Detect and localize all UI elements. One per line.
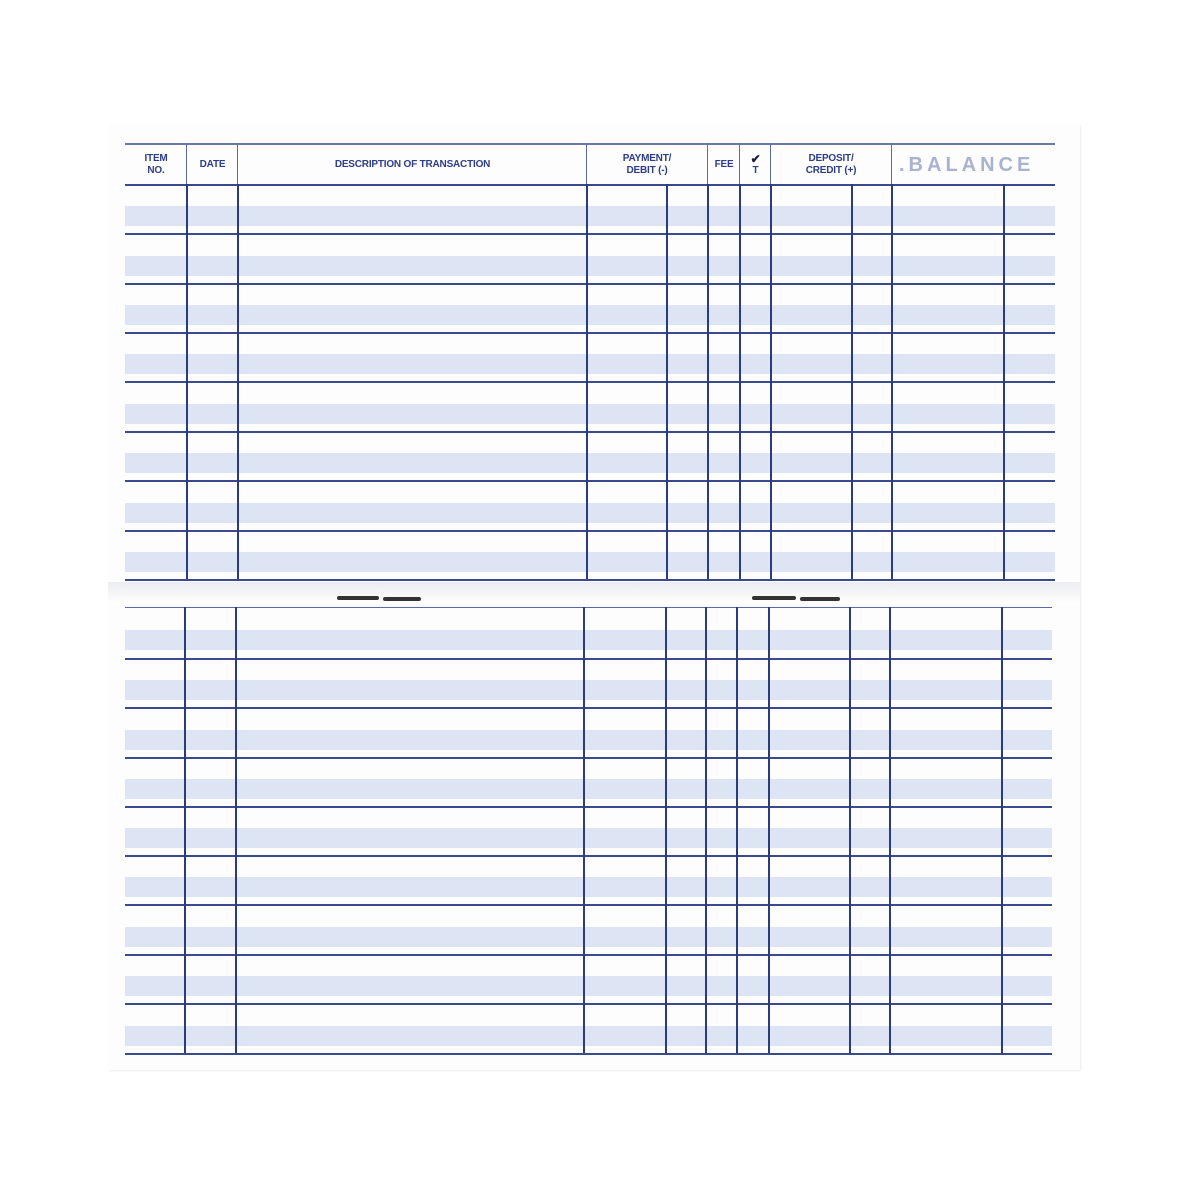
row-rule bbox=[125, 658, 1052, 660]
row-shading-band bbox=[125, 453, 1055, 473]
row-rule bbox=[125, 855, 1052, 857]
row-rule bbox=[125, 431, 1055, 433]
column-rule bbox=[705, 607, 707, 1053]
column-rule bbox=[891, 184, 893, 579]
row-shading-band bbox=[125, 976, 1052, 996]
column-rule bbox=[1003, 184, 1005, 579]
row-shading-band bbox=[125, 630, 1052, 650]
header-t: T bbox=[752, 165, 759, 176]
header-item-no bbox=[126, 146, 186, 184]
header-column-rule bbox=[186, 143, 187, 184]
header-date: DATE bbox=[199, 159, 226, 170]
column-rule bbox=[237, 184, 239, 579]
column-rule bbox=[849, 607, 851, 1053]
header-deposit-credit bbox=[772, 146, 890, 184]
row-shading-band bbox=[125, 828, 1052, 848]
column-rule bbox=[235, 607, 237, 1053]
column-rule bbox=[736, 607, 738, 1053]
row-rule bbox=[125, 757, 1052, 759]
row-shading-band bbox=[125, 680, 1052, 700]
binding-tab-mark bbox=[800, 597, 840, 601]
header-column-rule bbox=[237, 143, 238, 184]
header-column-rule bbox=[707, 143, 708, 184]
header-column-rule bbox=[739, 143, 740, 184]
row-shading-band bbox=[125, 206, 1055, 226]
row-rule bbox=[125, 904, 1052, 906]
row-rule bbox=[125, 806, 1052, 808]
column-rule bbox=[707, 184, 709, 579]
header-item-no-line1: ITEM bbox=[144, 153, 168, 164]
row-shading-band bbox=[125, 779, 1052, 799]
row-rule bbox=[125, 332, 1055, 334]
row-rule bbox=[125, 1053, 1052, 1055]
row-shading-band bbox=[125, 354, 1055, 374]
column-rule bbox=[1001, 607, 1003, 1053]
column-rule bbox=[586, 184, 588, 579]
header-deposit-line1: DEPOSIT/ bbox=[808, 153, 854, 164]
row-shading-band bbox=[125, 927, 1052, 947]
header-item-no-line2: NO. bbox=[147, 165, 165, 176]
header-check-t bbox=[741, 146, 770, 184]
column-rule bbox=[583, 607, 585, 1053]
header-bottom-rule bbox=[125, 184, 1055, 186]
column-rule bbox=[184, 607, 186, 1053]
row-rule bbox=[125, 283, 1055, 285]
column-rule bbox=[739, 184, 741, 579]
row-shading-band bbox=[125, 256, 1055, 276]
header-column-rule bbox=[891, 143, 892, 184]
binding-tab-mark bbox=[752, 596, 796, 600]
row-shading-band bbox=[125, 730, 1052, 750]
page-fold bbox=[108, 582, 1080, 604]
column-rule bbox=[186, 184, 188, 579]
row-rule bbox=[125, 381, 1055, 383]
checkmark-icon: ✔ bbox=[750, 152, 761, 166]
row-shading-band bbox=[125, 305, 1055, 325]
row-rule bbox=[125, 480, 1055, 482]
header-column-rule bbox=[586, 143, 587, 184]
column-rule bbox=[770, 184, 772, 579]
section-top-rule bbox=[125, 607, 1052, 608]
binding-tab-mark bbox=[383, 597, 421, 601]
row-rule bbox=[125, 1003, 1052, 1005]
row-rule bbox=[125, 530, 1055, 532]
header-payment-line2: DEBIT (-) bbox=[626, 165, 668, 176]
header-deposit-line2: CREDIT (+) bbox=[805, 165, 857, 176]
row-shading-band bbox=[125, 552, 1055, 572]
column-rule bbox=[666, 184, 668, 579]
header-balance: .BALANCE bbox=[899, 154, 1035, 176]
header-top-rule bbox=[125, 143, 1055, 145]
row-rule bbox=[125, 954, 1052, 956]
header-fee: FEE bbox=[714, 159, 734, 170]
row-rule bbox=[125, 233, 1055, 235]
header-payment-debit bbox=[588, 146, 706, 184]
row-shading-band bbox=[125, 404, 1055, 424]
binding-tab-mark bbox=[337, 596, 379, 600]
row-rule bbox=[125, 707, 1052, 709]
header-column-rule bbox=[770, 143, 771, 184]
row-rule bbox=[125, 579, 1055, 581]
column-rule bbox=[851, 184, 853, 579]
header-description: DESCRIPTION OF TRANSACTION bbox=[334, 159, 491, 170]
header-payment-line1: PAYMENT/ bbox=[622, 153, 672, 164]
column-rule bbox=[768, 607, 770, 1053]
row-shading-band bbox=[125, 1026, 1052, 1046]
column-rule bbox=[665, 607, 667, 1053]
row-shading-band bbox=[125, 877, 1052, 897]
row-shading-band bbox=[125, 503, 1055, 523]
column-rule bbox=[889, 607, 891, 1053]
